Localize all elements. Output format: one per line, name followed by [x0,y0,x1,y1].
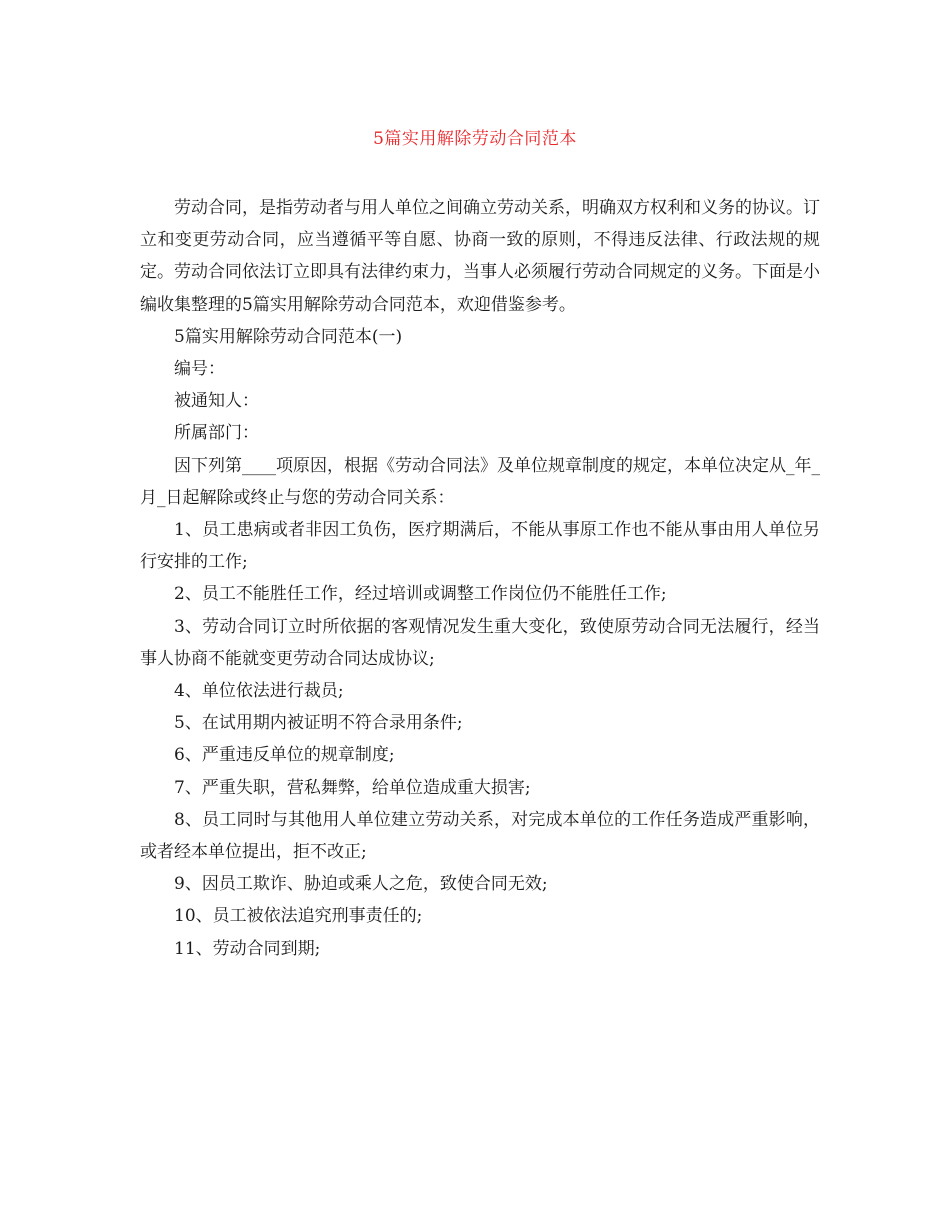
section-heading: 5篇实用解除劳动合同范本(一) [174,326,403,347]
list-item: 9、因员工欺诈、胁迫或乘人之危，致使合同无效; [174,874,548,895]
list-item: 1、员工患病或者非因工负伤，医疗期满后，不能从事原工作也不能从事由用人单位另行安排的工作; [140,520,820,573]
field-notified-person: 被通知人： [174,391,259,412]
document-body [140,192,820,965]
document-title: 5篇实用解除劳动合同范本 [373,129,577,149]
list-item: 8、员工同时与其他用人单位建立劳动关系，对完成本单位的工作任务造成严重影响，或者经本单位提出，拒不改正; [140,809,820,863]
list-item: 4、单位依法进行裁员; [174,681,344,702]
field-department: 所属部门： [174,423,259,444]
list-item: 6、严重违反单位的规章制度; [174,745,395,766]
list-item: 11、劳动合同到期; [174,938,321,959]
list-item: 5、在试用期内被证明不符合录用条件; [174,713,463,734]
intro-paragraph: 劳动合同，是指劳动者与用人单位之间确立劳动关系，明确双方权利和义务的协议。订立和变更劳动合同，应当遵循平等自愿、协商一致的原则，不得违反法律、行政法规的规定。劳动合同依法订立即具有法律约束力，当事人必须履行劳动合同规定的义务。下面是小编收集整理的5篇实用解除劳动合同范本，欢迎借鉴参考。 [140,198,820,315]
list-item: 2、员工不能胜任工作，经过培训或调整工作岗位仍不能胜任工作; [174,584,667,605]
list-item: 3、劳动合同订立时所依据的客观情况发生重大变化，致使原劳动合同无法履行，经当事人协商不能就变更劳动合同达成协议; [140,616,820,669]
notice-paragraph: 因下列第____项原因，根据《劳动合同法》及单位规章制度的规定，本单位决定从_年_月_日起解除或终止与您的劳动合同关系： [140,455,820,508]
list-item: 10、员工被依法追究刑事责任的; [174,906,423,927]
list-item: 7、严重失职，营私舞弊，给单位造成重大损害; [174,777,531,798]
field-number: 编号： [174,359,225,380]
